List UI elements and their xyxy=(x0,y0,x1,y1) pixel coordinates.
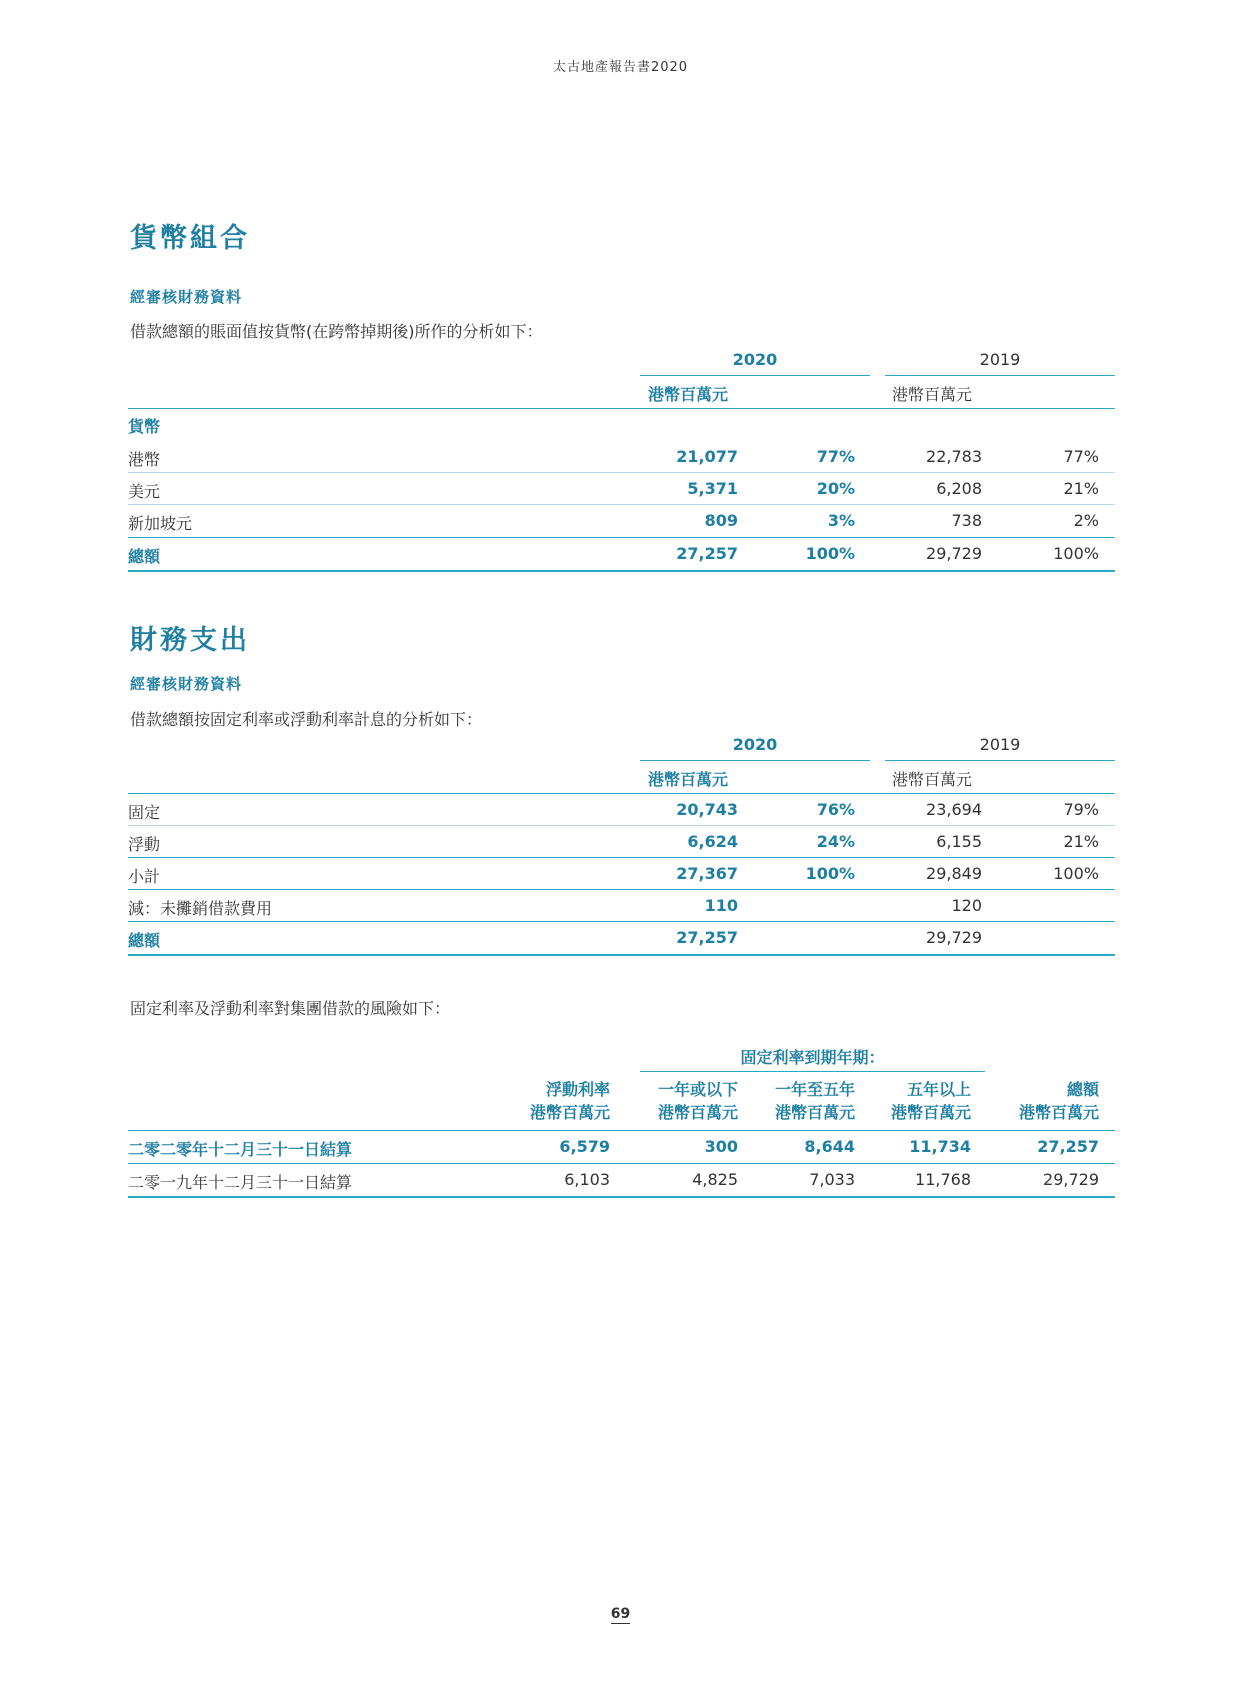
section-intro: 借款總額的賬面值按貨幣(在跨幣掉期後)所作的分析如下： xyxy=(130,322,543,341)
value-2019: 6,155 xyxy=(936,832,982,851)
section-subtitle: 經審核財務資料 xyxy=(130,675,243,693)
value-2020: 809 xyxy=(704,511,738,530)
cell-floating: 6,103 xyxy=(564,1170,610,1189)
cell-total: 29,729 xyxy=(1043,1170,1099,1189)
row-label-2020: 二零二零年十二月三十一日結算 xyxy=(128,1140,353,1159)
year-header-2019: 2019 xyxy=(979,350,1021,369)
row-label: 固定 xyxy=(128,803,161,822)
divider xyxy=(128,408,1115,409)
divider xyxy=(128,472,1115,473)
col-header-over-5yr: 五年以上 xyxy=(906,1080,971,1099)
divider xyxy=(128,1130,1115,1131)
row-label: 新加坡元 xyxy=(128,514,193,533)
total-percent-2020: 100% xyxy=(805,544,855,563)
col-header-floating: 浮動利率 xyxy=(545,1080,610,1099)
percent-2019: 21% xyxy=(1063,832,1099,851)
divider xyxy=(128,954,1115,956)
row-label: 港幣 xyxy=(128,450,161,469)
total-label: 總額 xyxy=(128,931,161,950)
col-unit: 港幣百萬元 xyxy=(890,1103,971,1122)
value-2020: 110 xyxy=(704,896,738,915)
divider xyxy=(128,793,1115,794)
divider xyxy=(640,375,870,376)
cell-1-5yr: 8,644 xyxy=(804,1137,855,1156)
divider xyxy=(128,570,1115,572)
value-2020: 20,743 xyxy=(676,800,738,819)
divider xyxy=(128,1163,1115,1164)
value-2019: 6,208 xyxy=(936,479,982,498)
cell-under-1yr: 300 xyxy=(704,1137,738,1156)
divider xyxy=(128,921,1115,922)
section-subtitle: 經審核財務資料 xyxy=(130,288,243,306)
total-value-2020: 27,257 xyxy=(676,928,738,947)
total-value-2019: 29,729 xyxy=(926,928,982,947)
col-unit: 港幣百萬元 xyxy=(529,1103,610,1122)
col-unit: 港幣百萬元 xyxy=(657,1103,738,1122)
percent-2020: 100% xyxy=(805,864,855,883)
section-title-currency: 貨幣組合 xyxy=(130,223,250,254)
col-header-total: 總額 xyxy=(1066,1080,1099,1099)
row-label: 減：未攤銷借款費用 xyxy=(128,899,273,918)
percent-2020: 3% xyxy=(827,511,855,530)
divider xyxy=(128,825,1115,826)
divider xyxy=(128,889,1115,890)
page-number xyxy=(0,1606,1241,1622)
total-value-2019: 29,729 xyxy=(926,544,982,563)
divider xyxy=(128,1196,1115,1198)
total-value-2020: 27,257 xyxy=(676,544,738,563)
divider xyxy=(128,537,1115,538)
percent-2019: 79% xyxy=(1063,800,1099,819)
row-label: 浮動 xyxy=(128,835,161,854)
percent-2020: 76% xyxy=(816,800,855,819)
cell-under-1yr: 4,825 xyxy=(692,1170,738,1189)
value-2019: 738 xyxy=(951,511,982,530)
cell-over-5yr: 11,768 xyxy=(915,1170,971,1189)
divider xyxy=(128,504,1115,505)
percent-2020: 24% xyxy=(816,832,855,851)
section-intro: 借款總額按固定利率或浮動利率計息的分析如下： xyxy=(130,710,483,729)
col-unit: 港幣百萬元 xyxy=(774,1103,855,1122)
col-header-under-1yr: 一年或以下 xyxy=(657,1080,738,1099)
divider xyxy=(128,857,1115,858)
cell-floating: 6,579 xyxy=(559,1137,610,1156)
row-label-2019: 二零一九年十二月三十一日結算 xyxy=(128,1173,353,1192)
value-2020: 6,624 xyxy=(687,832,738,851)
total-percent-2019: 100% xyxy=(1053,544,1099,563)
col-header-1-5yr: 一年至五年 xyxy=(774,1080,855,1099)
cell-total: 27,257 xyxy=(1037,1137,1099,1156)
divider xyxy=(640,1071,985,1072)
section-title-finance-cost: 財務支出 xyxy=(130,625,250,656)
percent-2019: 77% xyxy=(1063,447,1099,466)
total-label: 總額 xyxy=(128,547,161,566)
year-header-2020: 2020 xyxy=(732,735,778,754)
cell-over-5yr: 11,734 xyxy=(909,1137,971,1156)
divider xyxy=(640,760,870,761)
value-2019: 120 xyxy=(951,896,982,915)
year-header-2019: 2019 xyxy=(979,735,1021,754)
year-header-2020: 2020 xyxy=(732,350,778,369)
value-2019: 23,694 xyxy=(926,800,982,819)
row-label: 小計 xyxy=(128,867,161,886)
unit-header-2019: 港幣百萬元 xyxy=(892,385,973,404)
col-unit: 港幣百萬元 xyxy=(1018,1103,1099,1122)
row-label: 美元 xyxy=(128,482,161,501)
value-2020: 5,371 xyxy=(687,479,738,498)
value-2019: 29,849 xyxy=(926,864,982,883)
section-intro: 固定利率及浮動利率對集團借款的風險如下： xyxy=(130,999,451,1018)
divider xyxy=(885,375,1115,376)
page-number-text: 69 xyxy=(610,1606,631,1622)
percent-2019: 100% xyxy=(1053,864,1099,883)
percent-2020: 77% xyxy=(816,447,855,466)
value-2020: 27,367 xyxy=(676,864,738,883)
unit-header-2019: 港幣百萬元 xyxy=(892,770,973,789)
percent-2019: 2% xyxy=(1073,511,1099,530)
report-header: 太古地產報告書2020 xyxy=(552,60,689,75)
value-2020: 21,077 xyxy=(676,447,738,466)
group-label: 貨幣 xyxy=(128,417,161,436)
percent-2020: 20% xyxy=(816,479,855,498)
value-2019: 22,783 xyxy=(926,447,982,466)
percent-2019: 21% xyxy=(1063,479,1099,498)
divider xyxy=(885,760,1115,761)
cell-1-5yr: 7,033 xyxy=(809,1170,855,1189)
unit-header-2020: 港幣百萬元 xyxy=(648,385,729,404)
unit-header-2020: 港幣百萬元 xyxy=(648,770,729,789)
group-header-fixed-rate: 固定利率到期年期： xyxy=(740,1048,885,1067)
